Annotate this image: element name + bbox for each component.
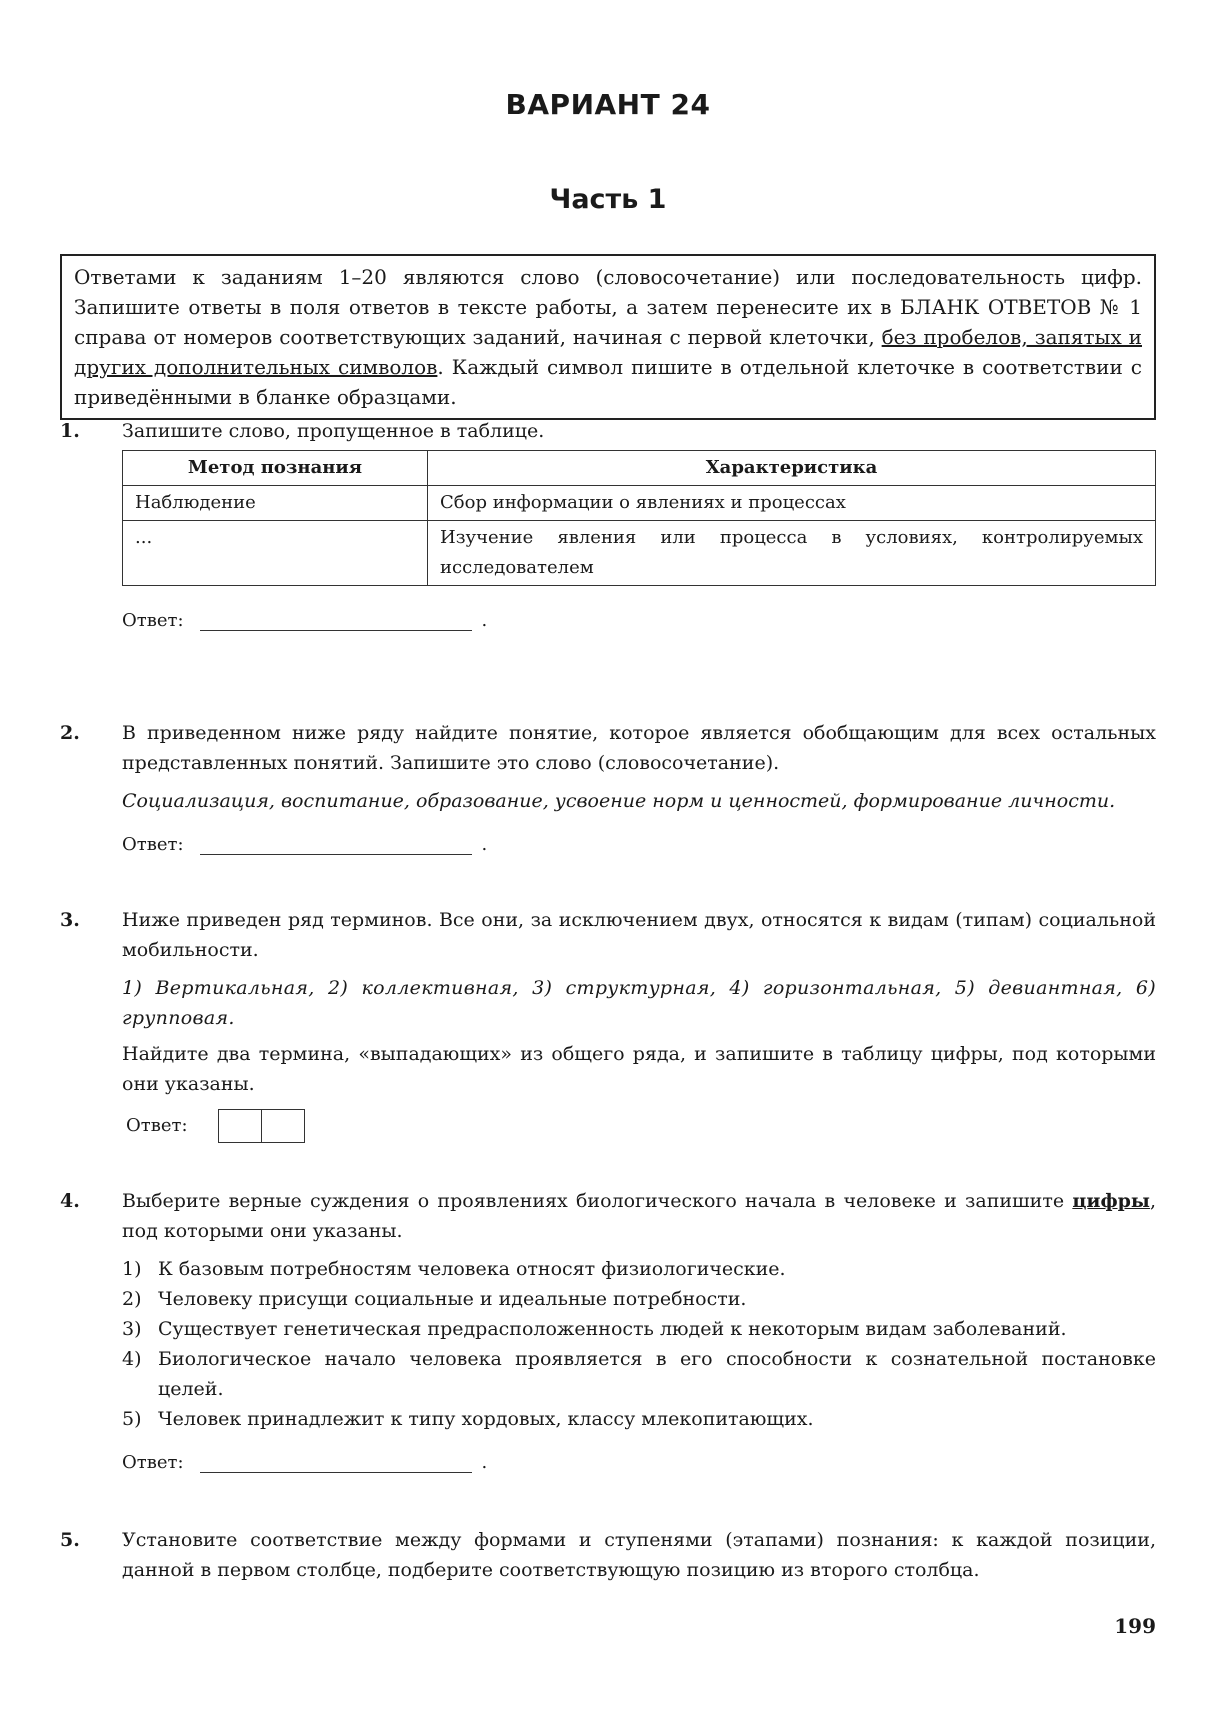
table-header-cell: Метод познания [123,451,428,486]
task-number: 2. [60,722,80,744]
instructions-text-before: Ответами к заданиям 1–20 являются слово (словосочетание) или последовательность цифр. Запишите ответы в поля ответов в тексте работы, а затем перенесите их в БЛАНК ОТВЕТОВ № 1 справа от номеров соответствующих заданий, начиная с первой клеточки, [74,265,1142,349]
table-cell: ... [123,521,428,586]
table-header-cell: Характеристика [428,451,1156,486]
list-item [122,1314,1156,1344]
answer-label: Ответ: [126,1115,188,1136]
task-number: 1. [60,420,80,442]
page-number: 199 [1114,1614,1156,1638]
option-text: Биологическое начало человека проявляется в его способности к сознательной постановке целей. [158,1348,1156,1400]
option-text: К базовым потребностям человека относят физиологические. [158,1258,786,1280]
answer-input-line[interactable] [200,1454,472,1473]
table-row [123,521,1156,586]
options-list [122,1254,1156,1434]
answer-label: Ответ: [122,834,184,855]
list-item [122,1254,1156,1284]
answer-cells [218,1109,305,1143]
list-item [122,1284,1156,1314]
task-prompt: Запишите слово, пропущенное в таблице. [122,420,545,442]
task-prompt-after: , под которыми они указаны. [122,1190,1156,1242]
answer-row [122,830,1156,860]
list-item [122,1404,1156,1434]
answer-cell[interactable] [219,1110,261,1142]
answer-row [122,1109,1156,1143]
answer-input-line[interactable] [200,612,472,631]
option-number: 4) [122,1348,142,1370]
task-prompt-before: Выберите верные суждения о проявлениях биологического начала в человеке и запишите [122,1190,1073,1212]
instructions-box [60,254,1156,420]
instructions-text-after: . Каждый символ пишите в отдельной клеточке в соответствии с приведёнными в бланке образцами. [74,355,1142,409]
part-title: Часть 1 [549,184,667,215]
task-number: 3. [60,909,80,931]
table-row [123,486,1156,521]
answer-period: . [481,834,488,855]
task-terms: Социализация, воспитание, образование, усвоение норм и ценностей, формирование личности. [122,790,1116,812]
answer-input-line[interactable] [200,836,472,855]
option-text: Человеку присущи социальные и идеальные потребности. [158,1288,747,1310]
answer-label: Ответ: [122,610,184,631]
task-number: 4. [60,1190,80,1212]
task-terms: 1) Вертикальная, 2) коллективная, 3) структурная, 4) горизонтальная, 5) девиантная, 6) групповая. [122,977,1156,1029]
table-cell: Наблюдение [123,486,428,521]
task-prompt: Установите соответствие между формами и ступенями (этапами) познания: к каждой позиции, данной в первом столбце, подберите соответствующую позицию из второго столбца. [122,1529,1156,1581]
task-instruction: Найдите два термина, «выпадающих» из общего ряда, и запишите в таблицу цифры, под которыми они указаны. [122,1043,1156,1095]
answer-period: . [481,610,488,631]
option-number: 5) [122,1408,142,1430]
option-number: 3) [122,1318,142,1340]
list-item [122,1344,1156,1404]
option-number: 1) [122,1258,142,1280]
answer-label: Ответ: [122,1452,184,1473]
task-prompt: В приведенном ниже ряду найдите понятие, которое является обобщающим для всех остальных представленных понятий. Запишите это слово (словосочетание). [122,722,1156,774]
option-number: 2) [122,1288,142,1310]
answer-row [122,606,1156,636]
answer-row [122,1448,1156,1478]
task-prompt-emphasis: цифры [1072,1190,1150,1212]
table-header-row [123,451,1156,486]
answer-period: . [481,1452,488,1473]
task-number: 5. [60,1529,80,1551]
answer-cell[interactable] [261,1110,304,1142]
methods-table [122,450,1156,586]
option-text: Существует генетическая предрасположенность людей к некоторым видам заболеваний. [158,1318,1067,1340]
task-prompt: Ниже приведен ряд терминов. Все они, за исключением двух, относятся к видам (типам) социальной мобильности. [122,909,1156,961]
task-prompt [122,1186,1156,1246]
option-text: Человек принадлежит к типу хордовых, классу млекопитающих. [158,1408,814,1430]
table-cell: Изучение явления или процесса в условиях, контролируемых исследователем [428,521,1156,586]
instructions-underlined: без пробелов, запятых и других дополнительных символов [74,325,1142,379]
table-cell: Сбор информации о явлениях и процессах [428,486,1156,521]
variant-title: ВАРИАНТ 24 [505,88,711,121]
